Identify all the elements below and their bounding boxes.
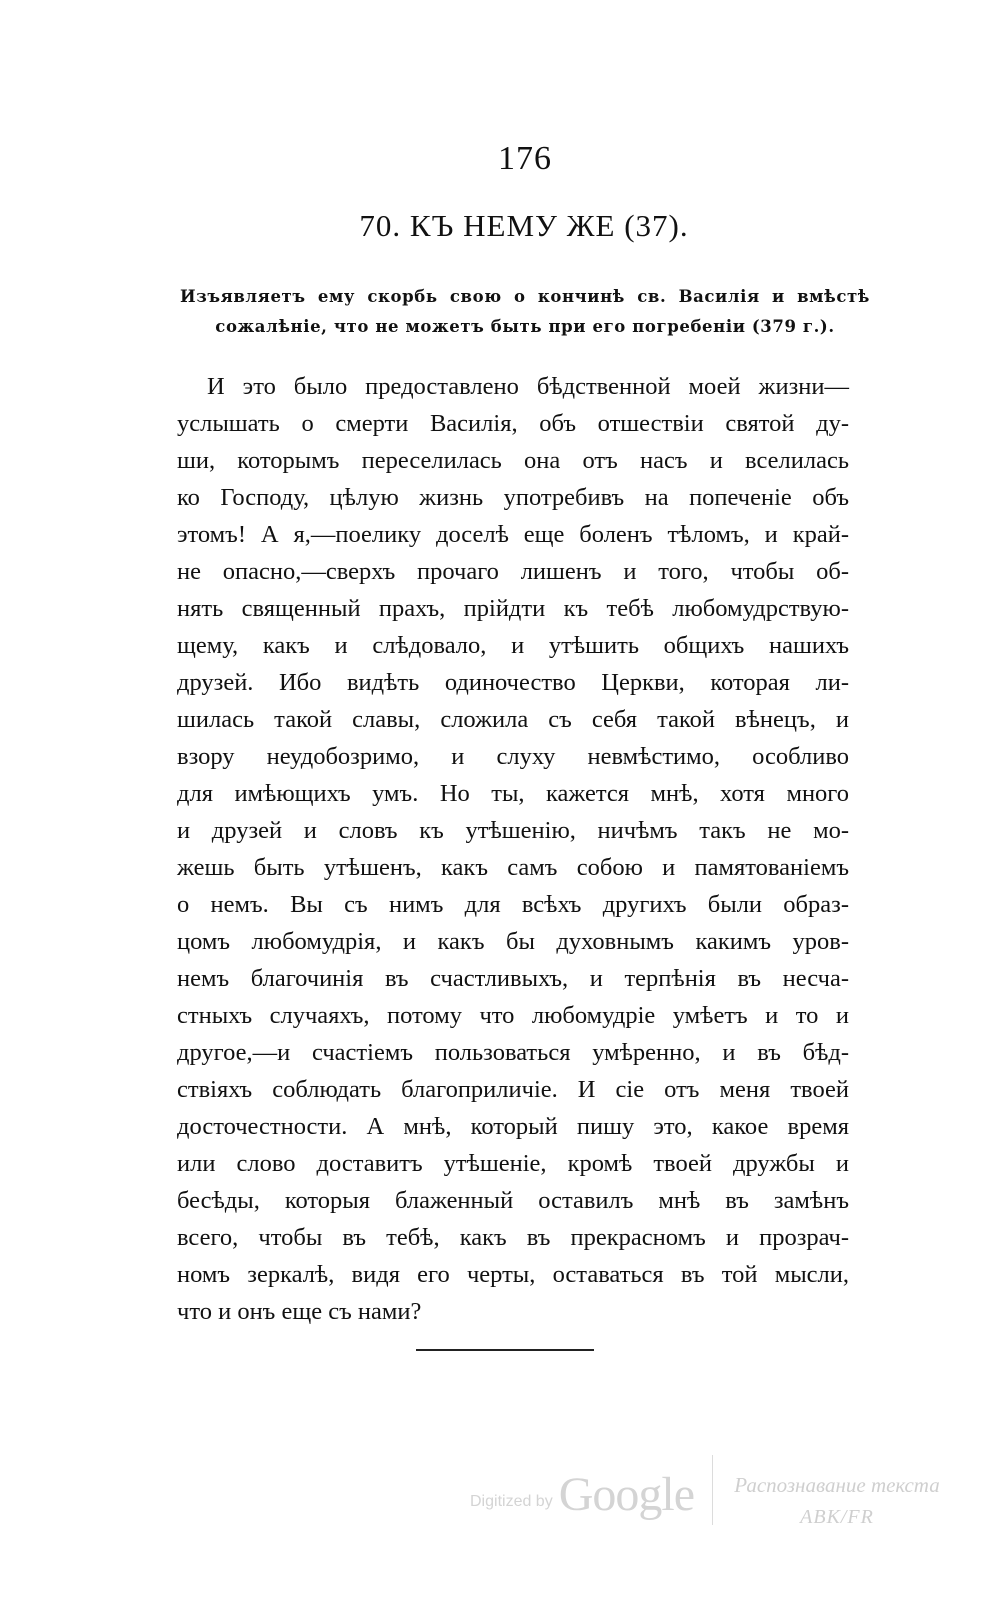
google-watermark [470,1455,694,1525]
body-line: бесѣды, которыя блаженный оставилъ мнѣ въ замѣнъ [177,1187,849,1214]
body-line: всего, чтобы въ тебѣ, какъ въ прекрасномъ и прозрач- [177,1224,849,1251]
body-line: ко Господу, цѣлую жизнь употребивъ на попеченіе объ [177,484,849,511]
page-number: 176 [498,140,552,177]
body-line: стныхъ случаяхъ, потому что любомудріе умѣетъ и то и [177,1002,849,1029]
body-line: или слово доставитъ утѣшеніе, кромѣ твоей дружбы и [177,1150,849,1177]
letter-summary: Изъявляетъ ему скорбь свою о кончинѣ св. Василія и вмѣстѣ сожалѣніе, что не можетъ быть при его погребеніи (379 г.). [180,287,870,336]
ocr-stamp-line1: Распознавание текста [734,1473,940,1497]
body-line: друзей. Ибо видѣть одиночество Церкви, которая ли- [177,669,849,696]
letter-body [177,368,849,1330]
body-line: щему, какъ и слѣдовало, и утѣшить общихъ нашихъ [177,632,849,659]
body-line: услышать о смерти Василія, объ отшествіи святой ду- [177,410,849,437]
ocr-stamp-line2: АВК/FR [800,1506,874,1528]
digitized-by-text: Digitized by [470,1493,553,1510]
end-rule [416,1349,594,1351]
body-line: досточестности. А мнѣ, который пишу это, какое время [177,1113,849,1140]
body-line: что и онъ еще съ нами? [177,1298,422,1325]
body-line: другое,—и счастіемъ пользоваться умѣренно, и въ бѣд- [177,1039,849,1066]
body-line: цомъ любомудрія, и какъ бы духовнымъ какимъ уров- [177,928,849,955]
body-line: и друзей и словъ къ утѣшенію, ничѣмъ такъ не мо- [177,817,849,844]
google-logo: Google [558,1468,695,1521]
body-line: шилась такой славы, сложила съ себя такой вѣнецъ, и [177,706,849,733]
body-line: И это было предоставлено бѣдственной моей жизни— [207,373,849,400]
body-line: жешь быть утѣшенъ, какъ самъ собою и памятованіемъ [177,854,849,881]
body-line: для имѣющихъ умъ. Но ты, кажется мнѣ, хотя много [177,780,849,807]
body-line: о немъ. Вы съ нимъ для всѣхъ другихъ были образ- [177,891,849,918]
body-line: номъ зеркалѣ, видя его черты, оставаться въ той мысли, [177,1261,849,1288]
body-line: этомъ! А я,—поелику доселѣ еще боленъ тѣломъ, и край- [177,521,849,548]
body-line: взору неудобозримо, и слуху невмѣстимо, особливо [177,743,849,770]
body-line: не опасно,—сверхъ прочаго лишенъ и того, чтобы об- [177,558,849,585]
body-line: немъ благочинія въ счастливыхъ, и терпѣнія въ несча- [177,965,849,992]
body-line: ствіяхъ соблюдать благоприличіе. И сіе отъ меня твоей [177,1076,849,1103]
body-line: нять священный прахъ, прійдти къ тебѣ любомудрствую- [177,595,849,622]
body-line: ши, которымъ переселилась она отъ насъ и вселилась [177,447,849,474]
ocr-stamp [712,1470,962,1534]
letter-title: 70. КЪ НЕМУ ЖЕ (37). [359,208,689,243]
